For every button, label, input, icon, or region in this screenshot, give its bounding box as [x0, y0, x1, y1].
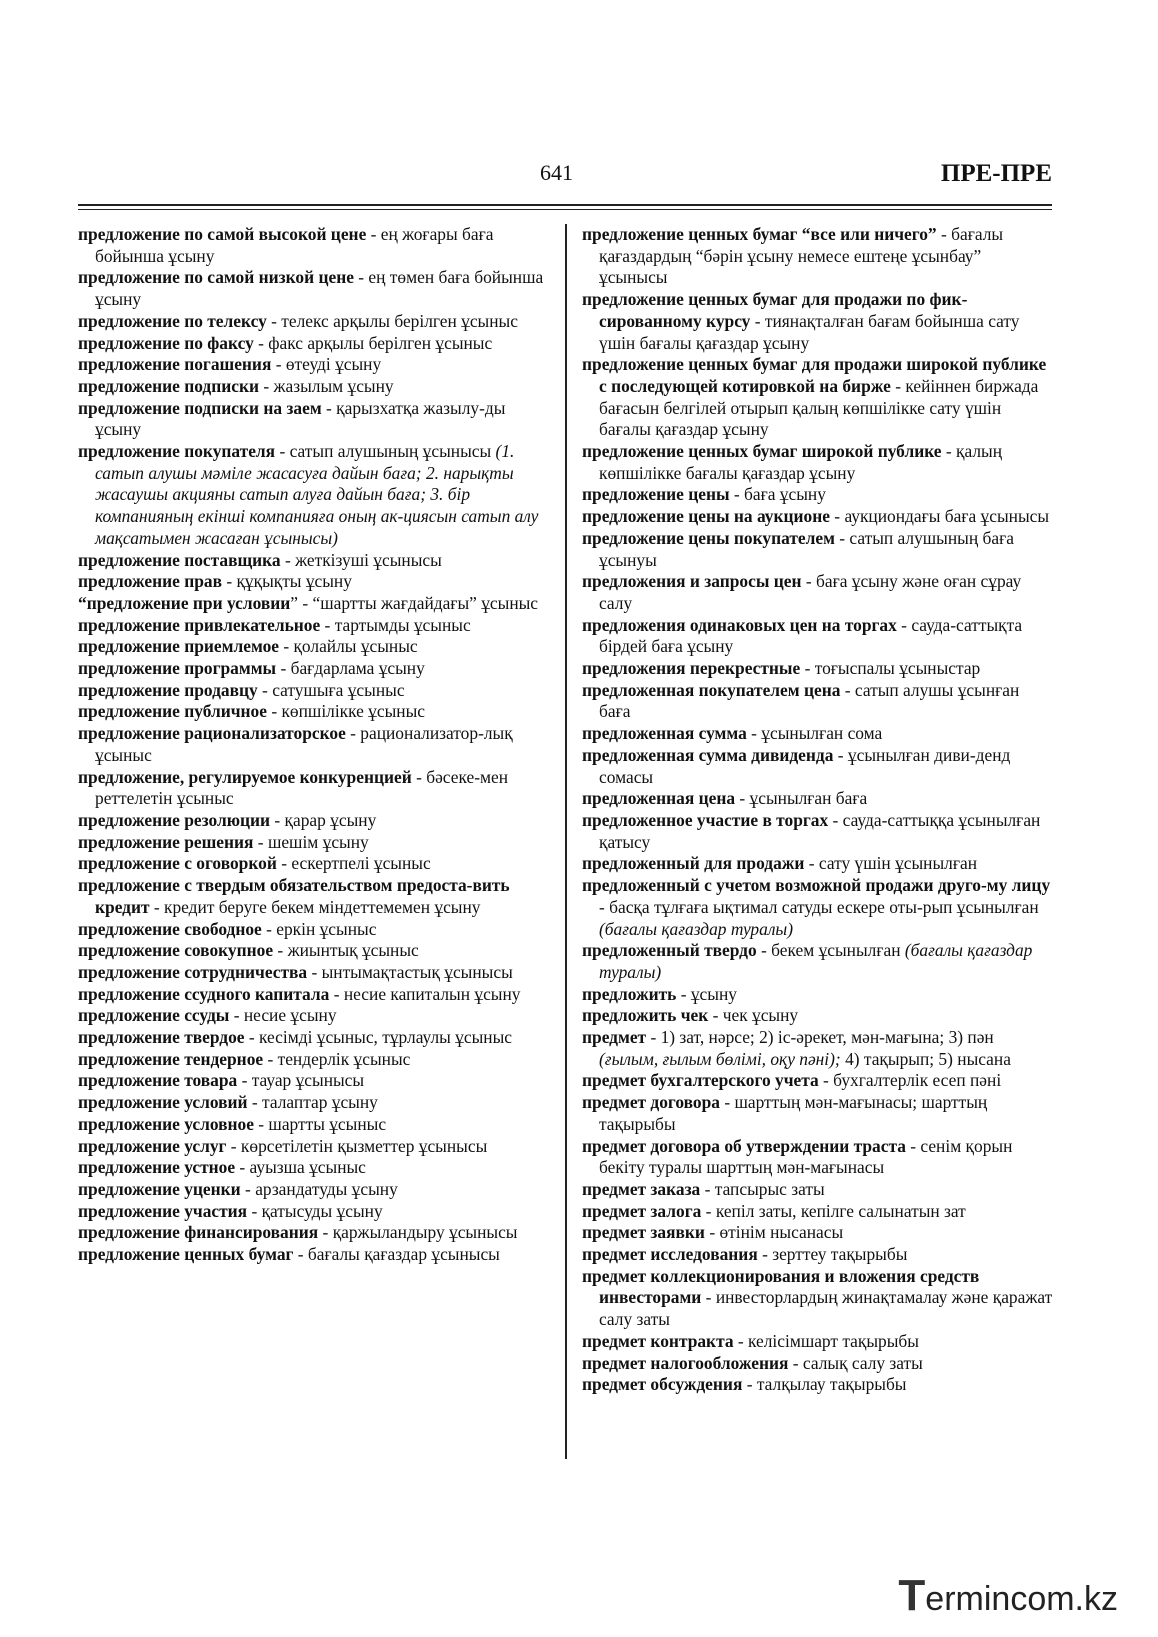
entry-definition: - қатысуды ұсыну — [247, 1200, 383, 1221]
dictionary-entry — [582, 680, 1054, 723]
dictionary-entry — [78, 1222, 550, 1244]
entry-definition: - бәсеке-мен реттелетін ұсыныс — [95, 766, 509, 809]
entry-definition: - несие ұсыну — [229, 1005, 337, 1026]
entry-definition: - бекем ұсынылған — [756, 940, 905, 961]
entry-term: предложения перекрестные — [582, 658, 801, 679]
entry-term: предложение цены покупателем — [582, 527, 835, 548]
dictionary-entry — [582, 984, 1054, 1006]
entry-term: предложение публичное — [78, 701, 267, 722]
dictionary-entry — [582, 1331, 1054, 1353]
entry-definition: - тоғыспалы ұсыныстар — [800, 658, 981, 679]
entry-term: предложение уценки — [78, 1178, 241, 1199]
entry-definition: - қарызхатқа жазылу-ды ұсыну — [95, 397, 506, 440]
entry-term: предложение сотрудничества — [78, 961, 308, 982]
entry-definition: - тартымды ұсыныс — [320, 614, 471, 635]
dictionary-entry — [582, 810, 1054, 853]
dictionary-entry — [78, 333, 550, 355]
dictionary-entry — [78, 984, 550, 1006]
entry-term: предложение по самой низкой цене — [78, 267, 354, 288]
entry-definition: - факс арқылы берілген ұсыныс — [253, 332, 493, 353]
dictionary-entry — [78, 723, 550, 766]
entry-definition: - инвесторлардың жинақтамалау және қаражат салу заты — [599, 1287, 1053, 1330]
dictionary-entry — [78, 810, 550, 832]
entry-definition: - бухгалтерлік есеп пәні — [818, 1070, 1002, 1091]
entry-term: предложенный твердо — [582, 940, 757, 961]
entry-term: предложение ценных бумаг для продажи широкой публике с последующей котировкой на бирже — [582, 354, 1047, 396]
dictionary-entry — [582, 1201, 1054, 1223]
entry-definition: - тендерлік ұсыныс — [263, 1048, 411, 1069]
entry-definition: - жазылым ұсыну — [259, 375, 394, 396]
entry-term: предложение погашения — [78, 354, 272, 375]
dictionary-entry — [78, 940, 550, 962]
entry-definition: - 1) зат, нәрсе; 2) іс-әрекет, мән-мағына; 3) пән — [646, 1027, 994, 1048]
entry-definition: - ескертпелі ұсыныс — [276, 853, 431, 874]
entry-term: предложение услуг — [78, 1135, 227, 1156]
dictionary-entry — [78, 1201, 550, 1223]
dictionary-entry — [582, 528, 1054, 571]
dictionary-entry — [582, 1092, 1054, 1135]
dictionary-entry — [582, 441, 1054, 484]
entry-definition: - арзандатуды ұсыну — [240, 1178, 398, 1199]
entry-term: предложение рационализаторское — [78, 723, 346, 744]
dictionary-entry — [582, 1244, 1054, 1266]
dictionary-entry — [582, 506, 1054, 528]
dictionary-entry — [78, 550, 550, 572]
dictionary-entry — [78, 1070, 550, 1092]
entry-definition: - кредит беруге бекем міндеттемемен ұсыну — [149, 896, 481, 917]
entry-definition: - несие капиталын ұсыну — [329, 983, 521, 1004]
entry-term: предложение покупателя — [78, 441, 276, 462]
dictionary-entry — [78, 832, 550, 854]
entry-definition: - тауар ұсынысы — [237, 1070, 365, 1091]
dictionary-entry — [582, 1070, 1054, 1092]
entry-definition: - көрсетілетін қызметтер ұсынысы — [226, 1135, 488, 1156]
entry-term: предмет заявки — [582, 1222, 705, 1243]
entry-term: предложенная сумма — [582, 723, 747, 744]
column-divider — [565, 224, 567, 1459]
entry-term: предложение подписки — [78, 375, 260, 396]
entry-term: предложение приемлемое — [78, 636, 279, 657]
entry-definition: - рационализатор-лық ұсыныс — [95, 723, 513, 765]
dictionary-entry — [582, 658, 1054, 680]
dictionary-entry — [78, 636, 550, 658]
entry-definition: - бағдарлама ұсыну — [276, 658, 425, 679]
entry-term: предложение цены на аукционе — [582, 506, 830, 527]
entry-term: предмет обсуждения — [582, 1374, 743, 1395]
entry-definition: - тиянақталған бағам бойынша сату үшін бағалы қағаздар ұсыну — [599, 310, 1020, 353]
entry-definition-cont: 4) тақырып; 5) нысана — [840, 1048, 1011, 1069]
entry-definition: - ұсынылған баға — [735, 788, 868, 809]
dictionary-entry — [582, 723, 1054, 745]
entry-term: предложение условий — [78, 1092, 248, 1113]
dictionary-entry — [582, 484, 1054, 506]
entry-term: предложенная цена — [582, 788, 736, 809]
entry-definition: - телекс арқылы берілген ұсыныс — [266, 310, 518, 331]
dictionary-entry — [582, 1266, 1054, 1331]
watermark-initial: T — [898, 1571, 926, 1620]
entry-definition: - бағалы қағаздардың “бәрін ұсыну немесе ештеңе ұсынбау” ұсынысы — [599, 224, 1004, 288]
entry-term: предложение совокупное — [78, 940, 274, 961]
entry-term: предложение, регулируемое конкуренцией — [78, 766, 412, 787]
entry-definition: - кесімді ұсыныс, тұрлаулы ұсыныс — [244, 1027, 512, 1048]
entry-definition: - баға ұсыну — [729, 484, 826, 505]
entry-term: предложение тендерное — [78, 1048, 264, 1069]
dictionary-entry — [78, 571, 550, 593]
entry-term: предложенный для продажи — [582, 853, 805, 874]
entry-definition: - сату үшін ұсынылған — [804, 853, 978, 874]
entry-term: предложение устное — [78, 1157, 236, 1178]
entry-definition: - жеткізуші ұсынысы — [280, 549, 442, 570]
entry-definition: - шартты ұсыныс — [253, 1113, 387, 1134]
entry-definition: - ұсыну — [676, 983, 737, 1004]
entry-term: предложенный с учетом возможной продажи друго-му лицу — [582, 875, 1051, 896]
entry-note: (ғылым, ғылым бөлімі, оқу пәні); — [599, 1048, 841, 1069]
entry-definition: - кепіл заты, кепілге салынатын зат — [701, 1200, 966, 1221]
dictionary-entry — [582, 788, 1054, 810]
dictionary-entry — [582, 1179, 1054, 1201]
entry-term: предложение ценных бумаг широкой публике — [582, 441, 942, 462]
entry-term: предложение по телексу — [78, 310, 267, 331]
entry-term: предложение привлекательное — [78, 614, 321, 635]
site-watermark[interactable] — [898, 1571, 1118, 1621]
dictionary-entry — [582, 224, 1054, 289]
dictionary-entry — [78, 658, 550, 680]
entry-term: предмет коллекционирования и вложения средств инвесторами — [582, 1265, 980, 1308]
entry-term: предложение с твердым обязательством предоста-вить кредит — [78, 875, 510, 917]
entry-term: предложение товара — [78, 1070, 238, 1091]
entry-term: предложенная покупателем цена — [582, 679, 841, 700]
entry-definition: - келісімшарт тақырыбы — [733, 1330, 919, 1351]
dictionary-entry — [78, 224, 550, 267]
entry-term: предложение ценных бумаг для продажи по фик-сированному курсу — [582, 289, 968, 331]
entry-definition: - тапсырыс заты — [700, 1178, 825, 1199]
header-rule — [78, 204, 1052, 206]
header-rule-thin — [78, 209, 1052, 210]
dictionary-entry — [78, 1114, 550, 1136]
dictionary-entry — [582, 354, 1054, 441]
running-head: ПРЕ-ПРЕ — [940, 160, 1052, 187]
entry-definition: - бағалы қағаздар ұсынысы — [293, 1244, 500, 1265]
dictionary-entry — [78, 1092, 550, 1114]
entry-definition: - қалың көпшілікке бағалы қағаздар ұсыну — [599, 441, 1003, 483]
entry-definition: - өтеуді ұсыну — [271, 354, 382, 375]
entry-definition: - қаржыландыру ұсынысы — [318, 1222, 518, 1243]
dictionary-entry — [582, 940, 1054, 983]
entry-definition: - аукциондағы баға ұсынысы — [829, 506, 1050, 527]
entry-definition: - көпшілікке ұсыныс — [266, 701, 425, 722]
dictionary-entry — [78, 767, 550, 810]
entry-term: предложение цены — [582, 484, 730, 505]
entry-definition: - қарар ұсыну — [270, 809, 377, 830]
dictionary-entry — [582, 853, 1054, 875]
dictionary-entry — [78, 680, 550, 702]
entry-note: (бағалы қағаздар туралы) — [599, 940, 1033, 982]
entry-term: предложенное участие в торгах — [582, 809, 829, 830]
watermark-text: ermincom.kz — [925, 1580, 1118, 1618]
entry-term: предмет залога — [582, 1200, 702, 1221]
dictionary-entry — [78, 853, 550, 875]
dictionary-entry — [582, 745, 1054, 788]
dictionary-entry — [78, 311, 550, 333]
entry-term: предложить — [582, 983, 677, 1004]
entry-term: предложение прав — [78, 571, 222, 592]
entry-definition: - сатып алушының баға ұсынуы — [599, 527, 1014, 570]
dictionary-entry — [582, 1222, 1054, 1244]
entry-definition: - сауда-саттыққа ұсынылған қатысу — [599, 809, 1041, 852]
entry-term: предложение ссудного капитала — [78, 983, 330, 1004]
entry-definition: - ауызша ұсыныс — [235, 1157, 366, 1178]
dictionary-entry — [78, 354, 550, 376]
entry-term: предмет договора — [582, 1092, 720, 1113]
entry-definition: - салық салу заты — [788, 1352, 923, 1373]
dictionary-entry — [78, 1027, 550, 1049]
entry-term: предложенная сумма дивиденда — [582, 744, 834, 765]
entry-term: предложение ценных бумаг “все или ничего” — [582, 224, 937, 244]
entry-term: предложить чек — [582, 1005, 709, 1026]
dictionary-entry — [582, 1005, 1054, 1027]
entry-definition: ” - “шартты жағдайдағы” ұсыныс — [290, 592, 539, 613]
entry-term: предложение свободное — [78, 918, 262, 939]
dictionary-entry — [582, 289, 1054, 354]
dictionary-entry — [78, 1049, 550, 1071]
entry-term: предмет заказа — [582, 1178, 701, 1199]
entry-definition: - ұсынылған диви-денд сомасы — [599, 744, 1011, 787]
dictionary-entry — [78, 1157, 550, 1179]
entry-term: предмет бухгалтерского учета — [582, 1070, 819, 1091]
entry-definition: - кейіннен биржада бағасын белгілей отырып қалың көпшілікке сату үшін бағалы қағаздар ұсыну — [599, 375, 1039, 440]
entry-definition: - ұсынылған сома — [746, 723, 883, 744]
entry-note: (1. сатып алушы мәміле жасасуға дайын баға; 2. нарықты жасаушы акцияны сатып алуға дайын баға; 3. бір компанияның екінші компанияға оның ак-циясын сатып алу мақсатымен жасаған ұсынысы) — [95, 441, 539, 548]
page-number: 641 — [540, 160, 573, 185]
entry-term: “предложение при условии — [78, 592, 291, 613]
entry-term: предложение программы — [78, 658, 277, 679]
dictionary-entry — [78, 701, 550, 723]
entry-term: предмет контракта — [582, 1330, 734, 1351]
dictionary-entry — [78, 398, 550, 441]
entry-term: предложения одинаковых цен на торгах — [582, 614, 897, 635]
dictionary-entry — [78, 919, 550, 941]
entry-definition: - баға ұсыну және оған сұрау салу — [599, 571, 1022, 613]
dictionary-entry — [78, 1244, 550, 1266]
dictionary-entry — [78, 615, 550, 637]
entry-term: предмет — [582, 1027, 647, 1048]
entry-term: предложение резолюции — [78, 809, 271, 830]
dictionary-entry — [582, 1027, 1054, 1070]
entry-term: предложение поставщика — [78, 549, 281, 570]
entry-definition: - құқықты ұсыну — [221, 571, 352, 592]
entry-term: предложение ссуды — [78, 1005, 230, 1026]
dictionary-entry — [582, 1353, 1054, 1375]
entry-definition: - шешім ұсыну — [253, 831, 369, 852]
dictionary-entry — [582, 875, 1054, 940]
dictionary-entry — [78, 1005, 550, 1027]
entry-definition: - ең жоғары баға бойынша ұсыну — [95, 224, 494, 266]
entry-term: предложение решения — [78, 831, 254, 852]
right-column — [582, 224, 1054, 1396]
dictionary-entry — [78, 875, 550, 918]
entry-definition: - еркін ұсыныс — [261, 918, 377, 939]
entry-term: предмет налогообложения — [582, 1352, 789, 1373]
dictionary-entry — [78, 441, 550, 550]
entry-definition: - сатушыға ұсыныс — [257, 679, 405, 700]
entry-term: предмет исследования — [582, 1244, 758, 1265]
dictionary-entry — [78, 376, 550, 398]
dictionary-entry — [78, 1136, 550, 1158]
entry-term: предложение по факсу — [78, 332, 254, 353]
entry-definition: - ынтымақтастық ұсынысы — [307, 961, 513, 982]
entry-definition: - сенім қорын бекіту туралы шарттың мән-мағынасы — [599, 1135, 1013, 1178]
entry-definition: - өтінім нысанасы — [704, 1222, 844, 1243]
entry-definition: - сауда-саттықта бірдей баға ұсыну — [599, 614, 1023, 657]
entry-definition: - зерттеу тақырыбы — [757, 1244, 908, 1265]
entry-definition: - шарттың мән-мағынасы; шарттың тақырыбы — [599, 1092, 988, 1134]
entry-term: предложение ценных бумаг — [78, 1244, 294, 1265]
entry-term: предложение условное — [78, 1113, 254, 1134]
entry-term: предложение по самой высокой цене — [78, 224, 367, 244]
entry-definition: - сатып алушының ұсынысы — [275, 441, 496, 462]
entry-term: предложения и запросы цен — [582, 571, 802, 592]
entry-definition: - қолайлы ұсыныс — [279, 636, 418, 657]
left-column — [78, 224, 550, 1266]
entry-definition: - талаптар ұсыну — [247, 1092, 378, 1113]
dictionary-entry — [78, 1179, 550, 1201]
dictionary-entry — [78, 593, 550, 615]
dictionary-entry — [582, 615, 1054, 658]
entry-note: (бағалы қағаздар туралы) — [599, 918, 793, 939]
dictionary-entry — [78, 962, 550, 984]
dictionary-entry — [582, 1374, 1054, 1396]
entry-definition: - талқылау тақырыбы — [742, 1374, 907, 1395]
entry-term: предмет договора об утверждении траста — [582, 1135, 906, 1156]
entry-term: предложение участия — [78, 1200, 248, 1221]
entry-definition: - сатып алушы ұсынған баға — [599, 679, 1020, 722]
entry-definition: - басқа тұлғаға ықтимал сатуды ескере оты-рып ұсынылған — [599, 896, 1039, 917]
entry-term: предложение финансирования — [78, 1222, 319, 1243]
dictionary-entry — [582, 1136, 1054, 1179]
entry-term: предложение твердое — [78, 1027, 245, 1048]
entry-definition: - ең төмен баға бойынша ұсыну — [95, 267, 544, 310]
dictionary-entry — [582, 571, 1054, 614]
entry-definition: - жиынтық ұсыныс — [273, 940, 419, 961]
entry-term: предложение с оговоркой — [78, 853, 277, 874]
entry-term: предложение продавцу — [78, 679, 258, 700]
entry-term: предложение подписки на заем — [78, 397, 322, 418]
entry-definition: - чек ұсыну — [708, 1005, 799, 1026]
dictionary-entry — [78, 267, 550, 310]
